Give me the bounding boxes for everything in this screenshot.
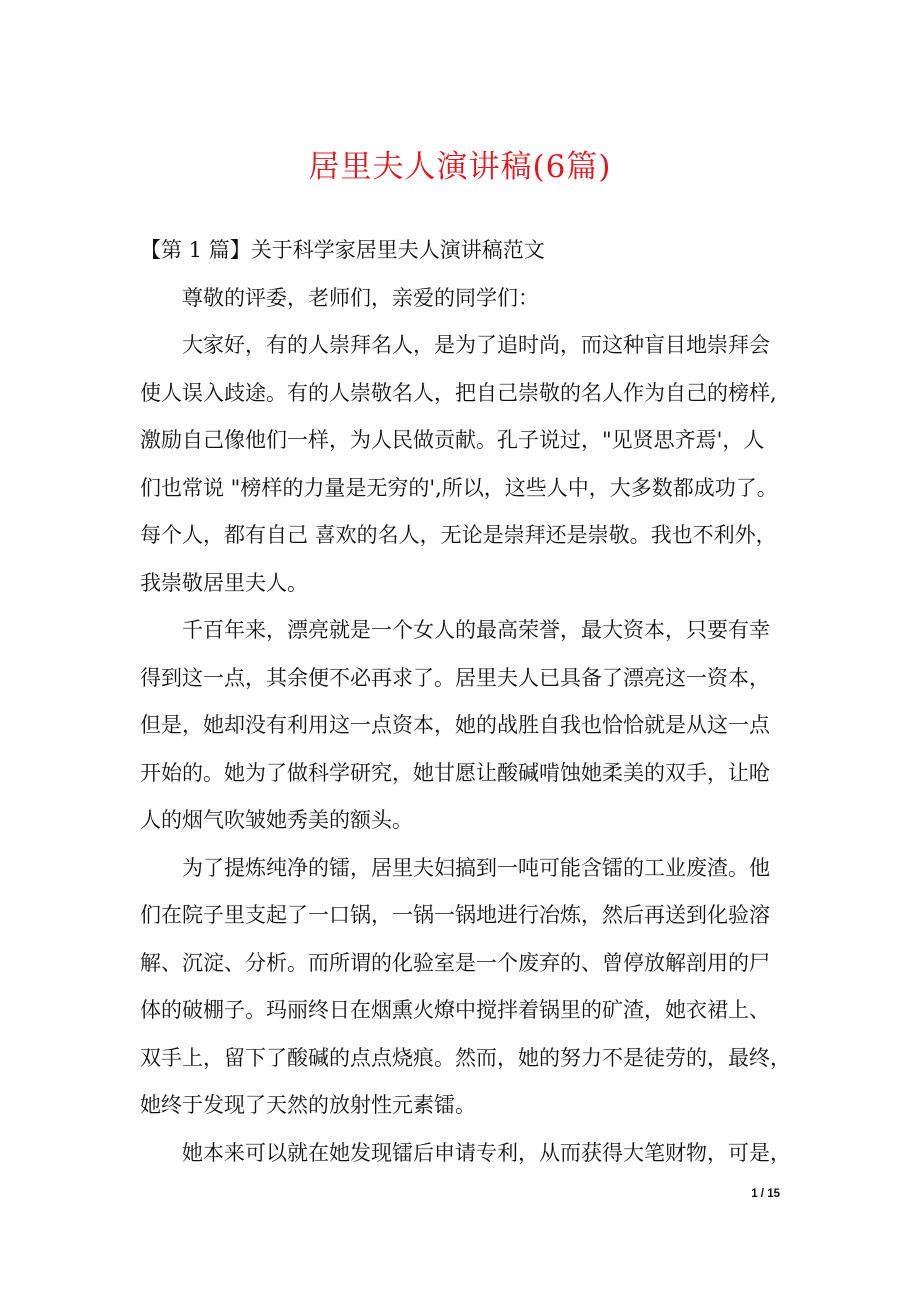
paragraph-line: 人的烟气吹皱她秀美的额头。 xyxy=(140,808,413,832)
paragraph-line: 们在院子里支起了一口锅，一锅一锅地进行冶炼，然后再送到化验溶 xyxy=(140,903,770,927)
document-title: 居里夫人演讲稿(6篇) xyxy=(308,149,612,185)
paragraph-line: 使人误入歧途。有的人崇敬名人，把自己崇敬的名人作为自己的榜样, xyxy=(140,380,777,405)
paragraph-line: 为了提炼纯净的镭，居里夫妇搞到一吨可能含镭的工业废渣。他 xyxy=(182,855,770,880)
paragraph xyxy=(140,1130,791,1178)
paragraph-line: 解、沉淀、分析。而所谓的化验室是一个废弃的、曾停放解剖用的尸 xyxy=(140,950,770,975)
paragraph-line: 们也常说 "榜样的力量是无穷的',所以，这些人中，大多数都成功了。 xyxy=(140,475,778,500)
paragraph-line: 大家好，有的人崇拜名人，是为了追时尚，而这种盲目地崇拜会 xyxy=(182,333,770,357)
paragraph-line: 尊敬的评委，老师们，亲爱的同学们： xyxy=(182,285,539,310)
paragraph xyxy=(140,275,780,323)
paragraph-line: 我崇敬居里夫人。 xyxy=(140,570,308,595)
paragraph-line: 双手上，留下了酸碱的点点烧痕。然而，她的努力不是徒劳的，最终， xyxy=(140,1045,791,1070)
paragraph-line: 激励自己像他们一样，为人民做贡献。孔子说过，"见贤思齐焉'，人 xyxy=(140,428,765,452)
paragraph-line: 每个人，都有自己 喜欢的名人，无论是崇拜还是崇敬。我也不利外， xyxy=(140,523,777,547)
paragraph-line: 体的破棚子。玛丽终日在烟熏火燎中搅拌着锅里的矿渣，她衣裙上、 xyxy=(140,998,770,1022)
paragraph-line: 千百年来，漂亮就是一个女人的最高荣誉，最大资本，只要有幸 xyxy=(182,618,770,642)
paragraph xyxy=(140,845,791,1130)
document-body xyxy=(140,227,791,1177)
section-heading: 【第 1 篇】关于科学家居里夫人演讲稿范文 xyxy=(140,238,545,262)
paragraph-list xyxy=(140,275,791,1178)
paragraph xyxy=(140,607,780,845)
paragraph-line: 但是，她却没有利用这一点资本，她的战胜自我也恰恰就是从这一点 xyxy=(140,713,770,737)
paragraph-line: 她本来可以就在她发现镭后申请专利，从而获得大笔财物，可是， xyxy=(182,1140,791,1165)
paragraph xyxy=(140,322,780,607)
paragraph-line: 开始的。她为了做科学研究，她甘愿让酸碱啃蚀她柔美的双手，让呛 xyxy=(140,760,770,785)
paragraph-line: 她终于发现了天然的放射性元素镭。 xyxy=(140,1093,476,1117)
page-number: 1 / 15 xyxy=(751,1188,780,1200)
paragraph-line: 得到这一点，其余便不必再求了。居里夫人已具备了漂亮这一资本， xyxy=(140,665,770,690)
